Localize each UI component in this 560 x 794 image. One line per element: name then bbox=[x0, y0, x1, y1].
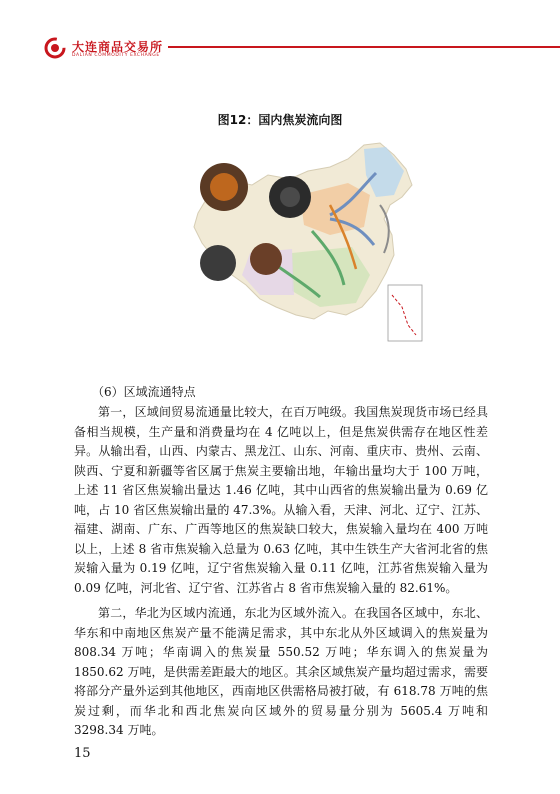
logo-english-name: DALIAN COMMODITY EXCHANGE bbox=[72, 53, 160, 58]
logo-chinese-name: 大连商品交易所 bbox=[72, 40, 164, 54]
figure-title: 图12：国内焦炭流向图 bbox=[217, 113, 343, 127]
header-divider bbox=[168, 46, 560, 48]
exchange-logo-icon bbox=[44, 37, 66, 59]
body-paragraph: 第一，区域间贸易流通量比较大，在百万吨级。我国焦炭现货市场已经具备相当规模，生产量和消费量均在 4 亿吨以上，但是焦炭供需存在地区性差异。从输出看，山西、内蒙古、黑龙江、山东、河南、重庆市、贵州、云南、陕西、宁夏和新疆等省区属于焦炭主要输出地，年输出量均大于 100 万吨，上述 11 省区焦炭输出量达 1.46 亿吨，其中山西省的焦炭输出量为 0.69 亿吨，占 10 省区焦炭输出量的 47.3%。从输入看，天津、河北、辽宁、江苏、福建、湖南、广东、广西等地区的焦炭缺口较大，焦炭输入量均在 400 万吨以上，上述 8 省市焦炭输入总量为 0.63 亿吨，其中生铁生产大省河北省的焦炭输入量为 0.19 亿吨，辽宁省焦炭输入量 0.11 亿吨，江苏省焦炭输入量为 0.09 亿吨，河北省、辽宁省、江苏省占 8 省市焦炭输入量的 82.61%。 bbox=[74, 405, 488, 595]
page-header bbox=[0, 0, 560, 60]
coke-flow-map bbox=[180, 135, 440, 350]
section-heading: （6）区域流通特点 bbox=[92, 385, 196, 399]
coke-photo-circle bbox=[200, 245, 236, 281]
body-paragraph: 第二，华北为区域内流通，东北为区域外流入。在我国各区域中，东北、华东和中南地区焦炭产量不能满足需求，其中东北从外区域调入的焦炭量为 808.34 万吨；华南调入的焦炭量 550.52 万吨；华东调入的焦炭量为 1850.62 万吨，是供需差距最大的地区。其余区域焦炭产量均超过需求，需要将部分产量外运到其他地区，西南地区供需格局被打破，有 618.78 万吨的焦炭过剩，而华北和西北焦炭向区域外的贸易量分别为 5605.4 万吨和 3298.34 万吨。 bbox=[74, 606, 488, 737]
south-china-sea-inset bbox=[388, 285, 422, 341]
page-number: 15 bbox=[74, 746, 91, 761]
coke-photo-circle bbox=[250, 243, 282, 275]
